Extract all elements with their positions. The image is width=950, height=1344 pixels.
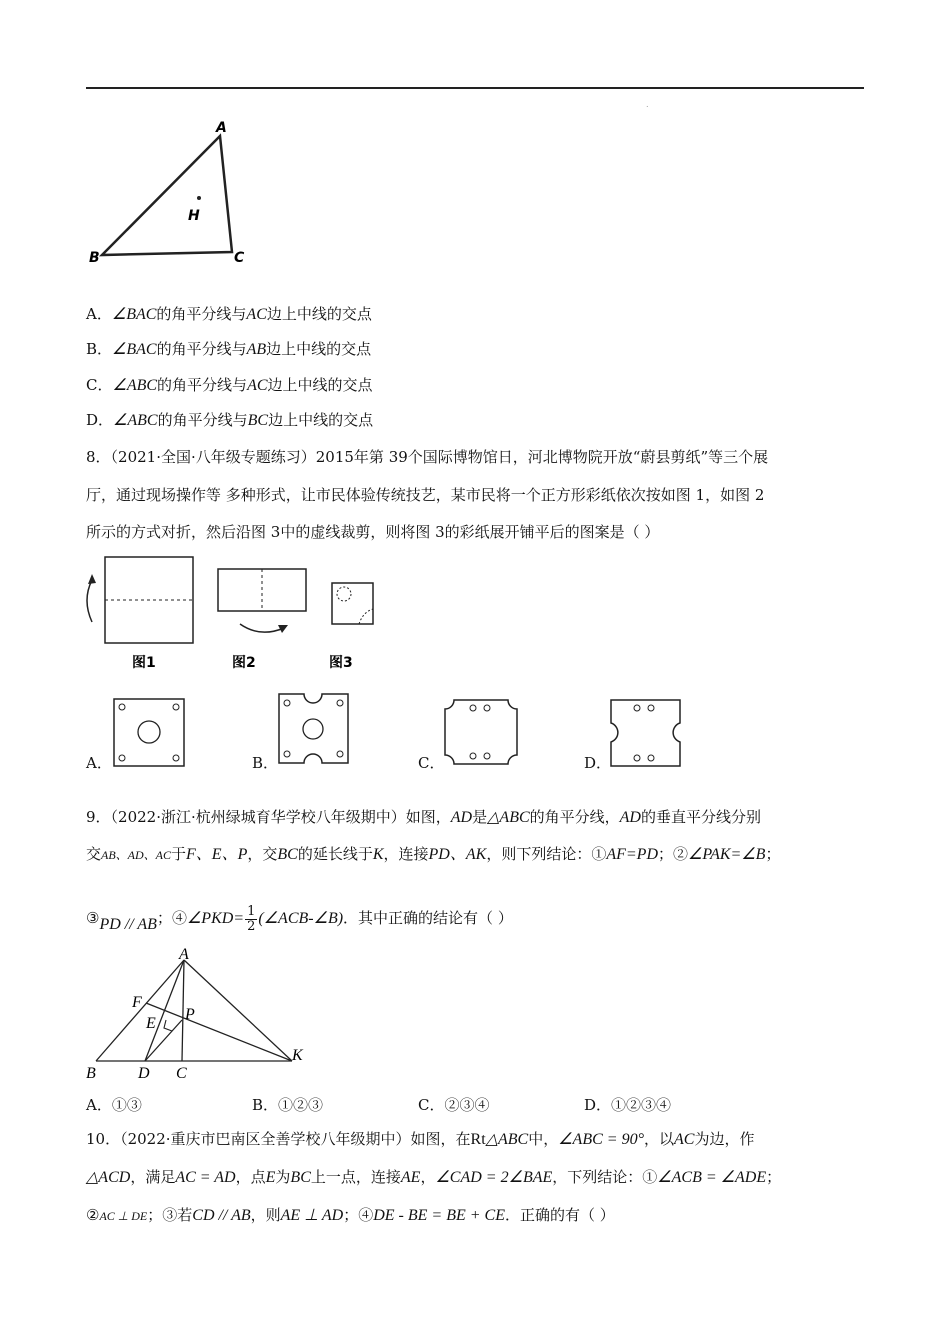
q8-line-1: 8．（2021·全国·八年级专题练习）2015年第 39个国际博物馆日，河北博物院开放“蔚县剪纸”等三个展 xyxy=(86,448,769,466)
q10-line-2: △ACD，满足AC = AD，点E为BC上一点，连接AE，∠CAD = 2∠BAE，下列结论：①∠ACB = ∠ADE； xyxy=(86,1168,782,1186)
q9-option-d: D．①②③④ xyxy=(584,1096,672,1114)
q9-label-p: P xyxy=(185,1006,195,1023)
q7-vertex-b: B xyxy=(89,250,100,266)
q10-line-1: 10．（2022·重庆市巴南区全善学校八年级期中）如图，在Rt△ABC中，∠ABC = 90°，以AC为边，作 xyxy=(86,1130,755,1148)
q8-fig1-arrowhead xyxy=(88,574,96,584)
q8-fig3-cut-arc xyxy=(359,609,373,624)
header-rule xyxy=(86,87,864,89)
q9-option-b: B．①②③ xyxy=(252,1096,324,1114)
stray-dot: . xyxy=(646,100,649,109)
q9-figure xyxy=(84,946,314,1085)
q9-label-a: A xyxy=(179,946,189,963)
q8-option-d-figure xyxy=(611,700,680,766)
q9-label-c: C xyxy=(176,1065,187,1082)
q8-option-b-label: B． xyxy=(252,754,279,772)
q9-label-e: E xyxy=(146,1015,156,1032)
q7-triangle xyxy=(102,136,232,255)
q9-line-1: 9．（2022·浙江·杭州绿城育华学校八年级期中）如图，AD是△ABC的角平分线，AD的垂直平分线分别 xyxy=(86,808,761,826)
q10-line-3: ②AC ⊥ DE；③若CD // AB，则AE ⊥ AD；④DE - BE = BE + CE．正确的有（ ） xyxy=(86,1206,615,1224)
q9-fraction: $\frac{1}{2}$ xyxy=(247,903,256,934)
q8-fig2-label: 图2 xyxy=(232,655,256,671)
q8-fig2-arrow xyxy=(240,624,284,632)
q7-triangle-figure xyxy=(86,116,256,271)
q7-option-a: A．∠BAC的角平分线与AC边上中线的交点 xyxy=(86,305,372,323)
q7-point-h-label: H xyxy=(188,208,200,224)
q9-line-3: ③PD // AB；④∠PKD= $\frac{1}{2}$ (∠ACB-∠B)．其中正确的结论有（ ） xyxy=(86,903,513,934)
q9-label-d: D xyxy=(138,1065,150,1082)
q9-label-k: K xyxy=(292,1047,303,1064)
q7-option-c: C．∠ABC的角平分线与AC边上中线的交点 xyxy=(86,376,373,394)
q9-option-a: A．①③ xyxy=(86,1096,142,1114)
q8-fig3-label: 图3 xyxy=(329,655,353,671)
q8-fig3-square xyxy=(332,583,373,624)
q8-option-b-figure xyxy=(279,694,348,763)
q7-point-h xyxy=(197,196,201,200)
q7-option-b: B．∠BAC的角平分线与AB边上中线的交点 xyxy=(86,340,372,358)
q9-option-c: C．②③④ xyxy=(418,1096,490,1114)
q8-line-2: 厅，通过现场操作等 多种形式，让市民体验传统技艺，某市民将一个正方形彩纸依次按如图 1，如图 2 xyxy=(86,486,765,504)
q8-option-c-label: C． xyxy=(418,754,445,772)
q8-fig3-cut-circle xyxy=(337,587,351,601)
q8-option-c-figure xyxy=(445,700,517,764)
q8-fold-figures xyxy=(80,552,390,677)
q9-line-2: 交AB、AD、AC于F、E、P，交BC的延长线于K，连接PD、AK，则下列结论：①AF=PD；②∠PAK=∠B； xyxy=(86,845,781,863)
q8-fig1-label: 图1 xyxy=(132,655,156,671)
q8-line-3: 所示的方式对折，然后沿图 3中的虚线裁剪，则将图 3的彩纸展开铺平后的图案是（ ） xyxy=(86,523,660,541)
q7-vertex-a: A xyxy=(216,120,227,136)
q8-option-d-label: D． xyxy=(584,754,612,772)
q9-ad-2: AD xyxy=(619,809,641,826)
q8-option-a-figure xyxy=(114,699,184,766)
q9-label-f: F xyxy=(132,994,142,1011)
q8-fig1-arrow xyxy=(87,580,92,622)
q9-label-b: B xyxy=(86,1065,96,1082)
q7-option-d: D．∠ABC的角平分线与BC边上中线的交点 xyxy=(86,411,374,429)
q7-vertex-c: C xyxy=(234,250,245,266)
q8-option-a-label: A． xyxy=(86,754,112,772)
q8-option-figures xyxy=(86,690,726,780)
